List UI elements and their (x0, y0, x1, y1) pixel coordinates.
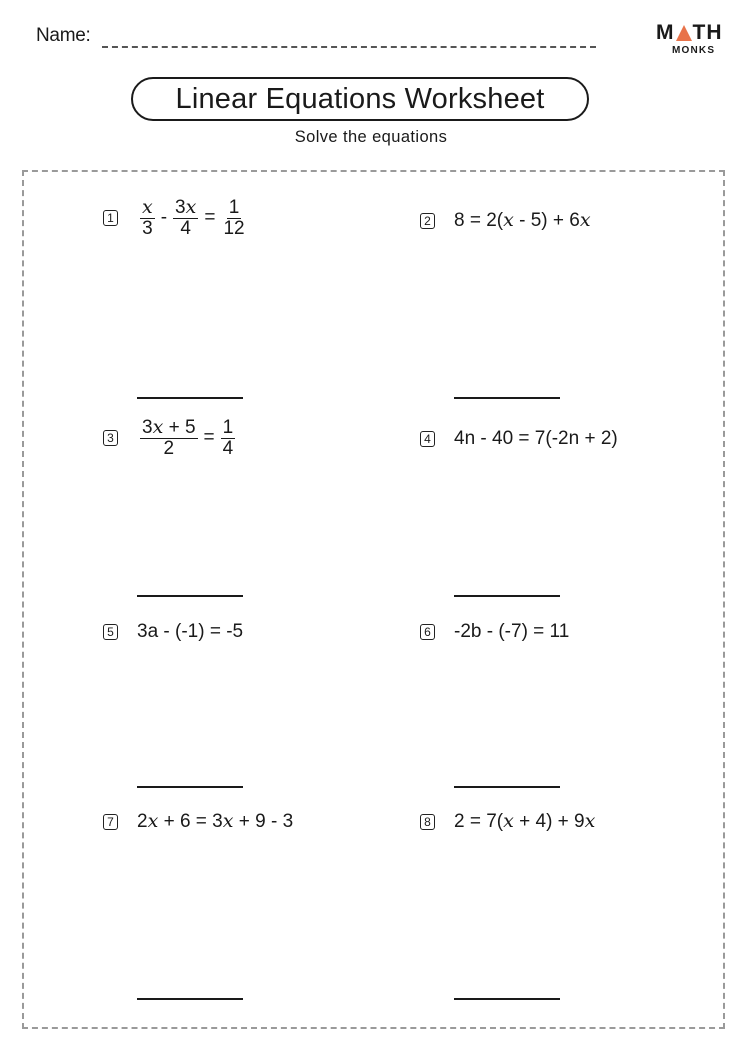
equation: 2 = 7(x + 4) + 9x (454, 810, 596, 832)
problem-5 (103, 621, 243, 643)
equation: 4n - 40 = 7(-2n + 2) (454, 428, 618, 449)
problem-4 (420, 428, 618, 450)
answer-line-3[interactable] (137, 595, 243, 597)
problem-number-badge: 4 (420, 431, 435, 447)
answer-line-2[interactable] (454, 397, 560, 399)
problem-number-badge: 1 (103, 210, 118, 226)
problem-2 (420, 209, 591, 232)
problem-number-badge: 8 (420, 814, 435, 830)
equation: 8 = 2(x - 5) + 6x (454, 209, 591, 231)
worksheet-instructions: Solve the equations (294, 128, 448, 146)
name-label: Name: (36, 25, 91, 46)
name-input-line[interactable] (102, 46, 596, 48)
answer-line-5[interactable] (137, 786, 243, 788)
fraction: $\frac{x}{3}$ (142, 196, 153, 239)
fraction: $\frac{3x + 5}{2}$ (142, 416, 196, 459)
fraction: $\frac{3x}{4}$ (175, 196, 197, 239)
problem-3: 3 $\frac{3x + 5}{2}$ = $\frac{1}{4}$ (103, 418, 238, 459)
equation: -2b - (-7) = 11 (454, 621, 570, 642)
equation: 3a - (-1) = -5 (137, 621, 244, 642)
answer-line-7[interactable] (137, 998, 243, 1000)
fraction: $\frac{1}{12}$ (223, 197, 245, 239)
problem-number-badge: 7 (103, 814, 118, 830)
triangle-icon (676, 25, 692, 41)
logo-monks-text: MONKS (672, 45, 716, 56)
problem-number-badge: 6 (420, 624, 435, 640)
worksheet-title: Linear Equations Worksheet (131, 77, 589, 121)
problem-6 (420, 621, 569, 643)
problem-8 (420, 810, 595, 833)
math-monks-logo (656, 22, 722, 56)
logo-math-text: M TH (656, 21, 723, 44)
problem-number-badge: 3 (103, 430, 118, 446)
problem-number-badge: 5 (103, 624, 118, 640)
equation: 2x + 6 = 3x + 9 - 3 (137, 810, 294, 832)
problem-7 (103, 810, 293, 833)
answer-line-8[interactable] (454, 998, 560, 1000)
answer-line-4[interactable] (454, 595, 560, 597)
problem-1: 1 $\frac{x}{3}$ - $\frac{3x}{4}$ = $\frac{1}{12}$ (103, 198, 250, 239)
answer-line-1[interactable] (137, 397, 243, 399)
answer-line-6[interactable] (454, 786, 560, 788)
problems-frame (22, 170, 725, 1029)
problem-number-badge: 2 (420, 213, 435, 229)
fraction: $\frac{1}{4}$ (222, 417, 234, 459)
